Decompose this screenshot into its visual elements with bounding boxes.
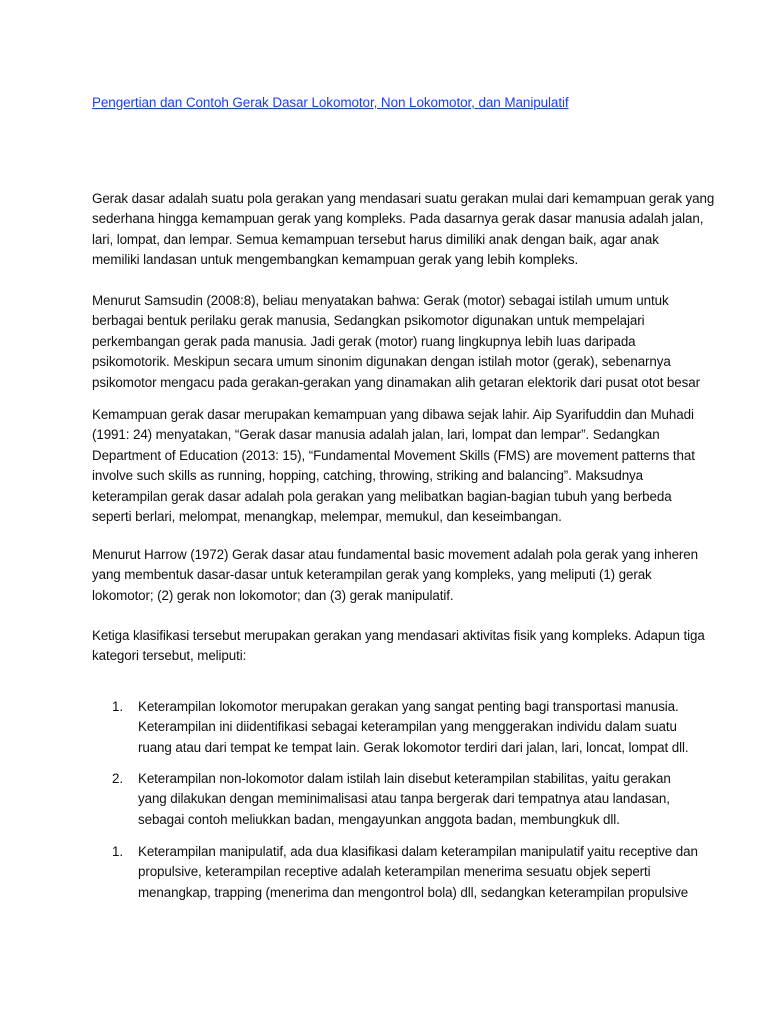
list-line: menangkap, trapping (menerima dan mengontrol bola) dll, sedangkan keterampilan propulsive bbox=[138, 884, 689, 900]
paragraph-line: psikomotorik. Meskipun secara umum sinonim digunakan dengan istilah motor (gerak), sebenarnya bbox=[92, 354, 671, 370]
list-line: ruang atau dari tempat ke tempat lain. Gerak lokomotor terdiri dari jalan, lari, loncat, lompat dll. bbox=[138, 739, 689, 755]
paragraph-line: sederhana hingga kemampuan gerak yang kompleks. Pada dasarnya gerak dasar manusia adalah jalan, bbox=[92, 211, 704, 227]
list-item-body bbox=[138, 697, 712, 758]
list-line: Keterampilan ini diidentifikasi sebagai keterampilan yang menggerakan individu dalam suatu bbox=[138, 719, 677, 735]
paragraph-line: Gerak dasar adalah suatu pola gerakan yang mendasari suatu gerakan mulai dari kemampuan gerak yang bbox=[92, 191, 715, 206]
list-item-body bbox=[138, 769, 712, 830]
paragraph-line: lari, lompat, dan lempar. Semua kemampuan tersebut harus dimiliki anak dengan baik, agar anak bbox=[92, 231, 659, 247]
paragraph-line: kategori tersebut, meliputi: bbox=[92, 648, 247, 664]
paragraph-line: psikomotor mengacu pada gerakan-gerakan yang dinamakan alih getaran elektorik dari pusat otot besar bbox=[92, 374, 700, 390]
list-item-body bbox=[138, 842, 712, 903]
paragraph-4 bbox=[92, 545, 698, 606]
paragraph-line: Menurut Samsudin (2008:8), beliau menyatakan bahwa: Gerak (motor) sebagai istilah umum untuk bbox=[92, 293, 669, 308]
article-title-link[interactable]: Pengertian dan Contoh Gerak Dasar Lokomotor, Non Lokomotor, dan Manipulatif bbox=[92, 95, 569, 110]
paragraph-line: perkembangan gerak pada manusia. Jadi gerak (motor) ruang lingkupnya lebih luas daripada bbox=[92, 333, 636, 349]
paragraph-1 bbox=[92, 189, 715, 271]
list-line: Keterampilan non-lokomotor dalam istilah lain disebut keterampilan stabilitas, yaitu gerakan bbox=[138, 771, 671, 786]
list-line: propulsive, keterampilan receptive adalah keterampilan menerima sesuatu objek seperti bbox=[138, 864, 651, 880]
list-line: sebagai contoh meliukkan badan, mengayunkan anggota badan, membungkuk dll. bbox=[138, 811, 620, 827]
list-number: 2. bbox=[112, 771, 123, 786]
paragraph-5 bbox=[92, 626, 705, 667]
list-line: yang dilakukan dengan meminimalisasi atau tanpa bergerak dari tempatnya atau landasan, bbox=[138, 791, 670, 807]
paragraph-2 bbox=[92, 291, 700, 393]
paragraph-line: Department of Education (2013: 15), “Fundamental Movement Skills (FMS) are movement patterns that bbox=[92, 447, 695, 463]
paragraph-line: Ketiga klasifikasi tersebut merupakan gerakan yang mendasari aktivitas fisik yang kompleks. Adapun tiga bbox=[92, 628, 705, 643]
paragraph-line: memiliki landasan untuk mengembangkan kemampuan gerak yang lebih kompleks. bbox=[92, 252, 579, 268]
paragraph-line: Kemampuan gerak dasar merupakan kemampuan yang dibawa sejak lahir. Aip Syarifuddin dan Muhadi bbox=[92, 407, 694, 422]
paragraph-line: involve such skills as running, hopping, catching, throwing, striking and balancing”. Maksudnya bbox=[92, 468, 643, 484]
paragraph-line: seperti berlari, melompat, menangkap, melempar, memukul, dan keseimbangan. bbox=[92, 509, 562, 525]
paragraph-line: yang membentuk dasar-dasar untuk keterampilan gerak yang kompleks, yang meliputi (1) gerak bbox=[92, 567, 652, 583]
list-number: 1. bbox=[112, 699, 123, 714]
paragraph-line: berbagai bentuk perilaku gerak manusia, Sedangkan psikomotor digunakan untuk mempelajari bbox=[92, 313, 645, 329]
list-line: Keterampilan manipulatif, ada dua klasifikasi dalam keterampilan manipulatif yaitu receptive dan bbox=[138, 844, 698, 859]
paragraph-line: (1991: 24) menyatakan, “Gerak dasar manusia adalah jalan, lari, lompat dan lempar”. Sedangkan bbox=[92, 427, 660, 443]
paragraph-line: keterampilan gerak dasar adalah pola gerakan yang melibatkan bagian-bagian tubuh yang berbeda bbox=[92, 488, 672, 504]
paragraph-line: lokomotor; (2) gerak non lokomotor; dan (3) gerak manipulatif. bbox=[92, 587, 454, 603]
list-line: Keterampilan lokomotor merupakan gerakan yang sangat penting bagi transportasi manusia. bbox=[138, 699, 679, 714]
paragraph-3 bbox=[92, 405, 695, 527]
list-number: 1. bbox=[112, 844, 123, 859]
paragraph-line: Menurut Harrow (1972) Gerak dasar atau fundamental basic movement adalah pola gerak yang inheren bbox=[92, 547, 698, 562]
